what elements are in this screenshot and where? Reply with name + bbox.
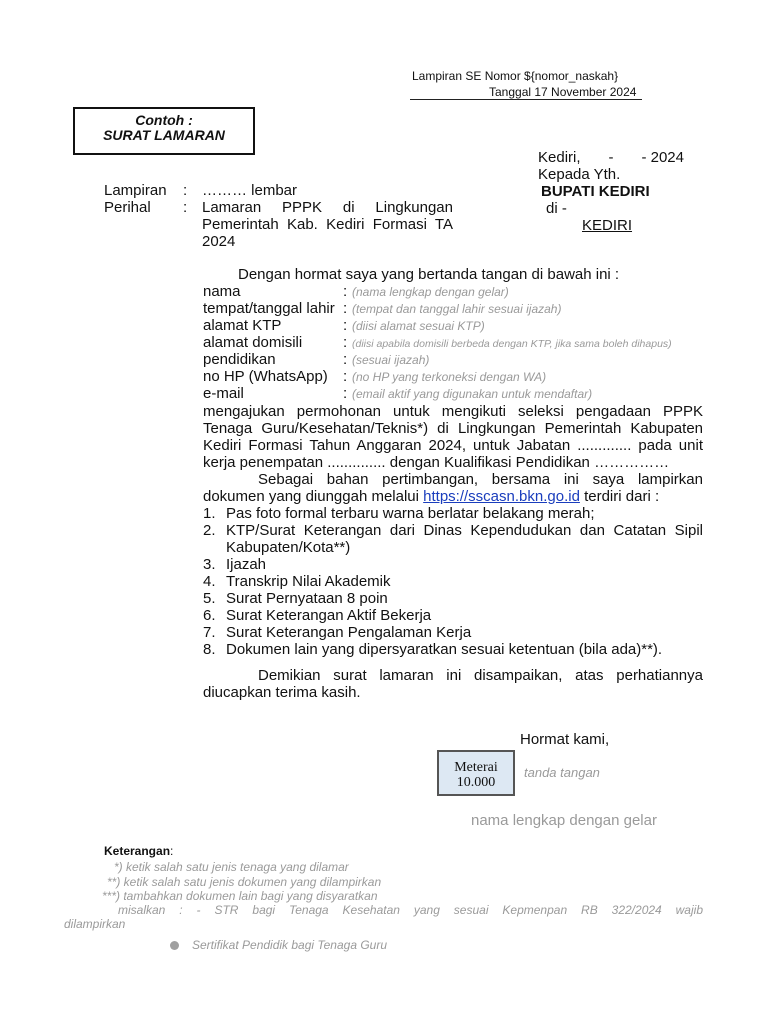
attachment-text: Sebagai bahan pertimbangan, bersama ini saya lampirkan dokumen yang diunggah melalui (203, 471, 703, 505)
note-item: Sertifikat Pendidik bagi Tenaga Guru (192, 938, 388, 952)
list-item: 3. Ijazah (203, 556, 703, 573)
list-item: 7. Surat Keterangan Pengalaman Kerja (203, 624, 703, 641)
document-item: Pas foto formal terbaru warna berlatar belakang merah; (226, 505, 595, 522)
field-row (203, 368, 672, 385)
attachment-text-end: terdiri dari : (579, 488, 660, 505)
closing-paragraph: Demikian surat lamaran ini disampaikan, atas perhatiannya diucapkan terima kasih. (203, 667, 703, 701)
salutation: Dengan hormat saya yang bertanda tangan di bawah ini : (238, 266, 620, 283)
recipient-greeting: Kepada Yth. (538, 166, 621, 183)
field-row (203, 317, 672, 334)
note-item: *) ketik salah satu jenis tenaga yang dilamar (114, 860, 349, 874)
field-colon: : (343, 283, 348, 300)
perihal-colon: : (183, 199, 188, 216)
year: - 2024 (641, 149, 684, 166)
lampiran-row (104, 182, 297, 199)
place: Kediri, (538, 149, 581, 166)
field-label: nama (203, 283, 241, 300)
notes-title-text: Keterangan (104, 844, 171, 858)
field-colon: : (343, 368, 348, 385)
list-item: 5. Surat Pernyataan 8 poin (203, 590, 703, 607)
note-item: ***) tambahkan dokumen lain bagi yang disyaratkan (102, 889, 378, 903)
stamp-value: 10.000 (456, 775, 496, 790)
field-hint: (nama lengkap dengan gelar) (352, 285, 509, 299)
field-row (203, 334, 672, 351)
notes-title (104, 844, 173, 858)
stamp-label: Meterai (454, 760, 498, 775)
note-item: dilampirkan (64, 917, 126, 931)
field-hint: (tempat dan tanggal lahir sesuai ijazah) (352, 302, 562, 316)
lampiran-label: Lampiran (104, 182, 167, 199)
field-label: pendidikan (203, 351, 276, 368)
stamp-box (437, 750, 515, 796)
list-item: 6. Surat Keterangan Aktif Bekerja (203, 607, 703, 624)
document-list (203, 505, 703, 658)
document-item: Transkrip Nilai Akademik (226, 573, 391, 590)
field-hint: (diisi apabila domisili berbeda dengan KTP, jika sama boleh dihapus) (352, 338, 672, 350)
bullet-icon (170, 941, 179, 950)
field-colon: : (343, 300, 348, 317)
perihal-label: Perihal (104, 199, 151, 216)
closing-regards: Hormat kami, (520, 731, 610, 748)
document-item: Surat Keterangan Pengalaman Kerja (226, 624, 472, 641)
example-label: Contoh : (135, 112, 193, 128)
applicant-fields (203, 283, 672, 402)
field-hint: (sesuai ijazah) (352, 353, 430, 367)
field-label: alamat KTP (203, 317, 282, 334)
date-dash: - (608, 149, 614, 166)
document-item: Surat Keterangan Aktif Bekerja (226, 607, 432, 624)
document-item: Dokumen lain yang dipersyaratkan sesuai ketentuan (bila ada)**). (226, 641, 663, 658)
document-item: Ijazah (226, 556, 267, 573)
attachment-reference (412, 68, 636, 100)
field-colon: : (343, 385, 348, 402)
perihal-value (202, 199, 453, 250)
field-label: alamat domisili (203, 334, 303, 351)
field-hint: (no HP yang terkoneksi dengan WA) (352, 370, 547, 384)
field-row (203, 300, 672, 317)
reference-date: Tanggal 17 November 2024 (489, 85, 637, 99)
list-item: 1. Pas foto formal terbaru warna berlatar belakang merah; (203, 505, 703, 522)
signature-hint: tanda tangan (524, 765, 600, 780)
field-row (203, 283, 672, 300)
list-item: 4. Transkrip Nilai Akademik (203, 573, 703, 590)
attachment-paragraph (203, 471, 703, 505)
field-label: tempat/tanggal lahir (203, 300, 335, 317)
reference-number: Lampiran SE Nomor ${nomor_naskah} (412, 69, 619, 83)
place-date (538, 149, 684, 166)
perihal-row (104, 199, 453, 250)
lampiran-value: ……… lembar (202, 182, 298, 199)
field-colon: : (343, 334, 348, 351)
field-colon: : (343, 317, 348, 334)
document-item: KTP/Surat Keterangan dari Dinas Kependudukan dan Catatan Sipil Kabupaten/Kota**) (226, 522, 703, 556)
list-item: 8. Dokumen lain yang dipersyaratkan sesuai ketentuan (bila ada)**). (203, 641, 703, 658)
field-hint: (email aktif yang digunakan untuk mendaftar) (352, 387, 593, 401)
lampiran-colon: : (183, 182, 188, 199)
recipient-city: KEDIRI (582, 217, 633, 234)
example-label-box (73, 107, 255, 155)
recipient-name: BUPATI KEDIRI (541, 183, 650, 200)
document-item: Surat Pernyataan 8 poin (226, 590, 388, 607)
perihal-value-main: Lamaran PPPK di Lingkungan Pemerintah Kab. Kediri Formasi TA (202, 199, 453, 233)
field-label: no HP (WhatsApp) (203, 368, 328, 385)
list-item: 2. KTP/Surat Keterangan dari Dinas Kependudukan dan Catatan Sipil Kabupaten/Kota**) (203, 522, 703, 556)
sscasn-link[interactable]: https://sscasn.bkn.go.id (423, 488, 580, 505)
signer-name: nama lengkap dengan gelar (471, 812, 657, 829)
field-hint: (diisi alamat sesuai KTP) (352, 319, 485, 333)
perihal-value-last: 2024 (202, 233, 236, 250)
notes-title-colon: : (170, 844, 174, 858)
field-colon: : (343, 351, 348, 368)
field-row (203, 385, 672, 402)
note-item: **) ketik salah satu jenis dokumen yang dilampirkan (107, 875, 382, 889)
example-title: SURAT LAMARAN (103, 127, 225, 143)
field-row (203, 351, 672, 368)
field-label: e-mail (203, 385, 244, 402)
recipient-block (538, 166, 650, 234)
header-underline (410, 99, 642, 100)
note-item: misalkan : - STR bagi Tenaga Kesehatan yang sesuai Kepmenpan RB 322/2024 wajib (118, 903, 703, 917)
recipient-address: di - (546, 200, 567, 217)
letter-body (203, 403, 703, 701)
application-paragraph: mengajukan permohonan untuk mengikuti seleksi pengadaan PPPK Tenaga Guru/Kesehatan/Teknis*) di Lingkungan Pemerintah Kabupaten Kediri Formasi Tahun Anggaran 2024, untuk Jabatan ............. pada unit kerja penempatan .............. dengan Kualifikasi Pendidikan …………… (203, 403, 703, 471)
